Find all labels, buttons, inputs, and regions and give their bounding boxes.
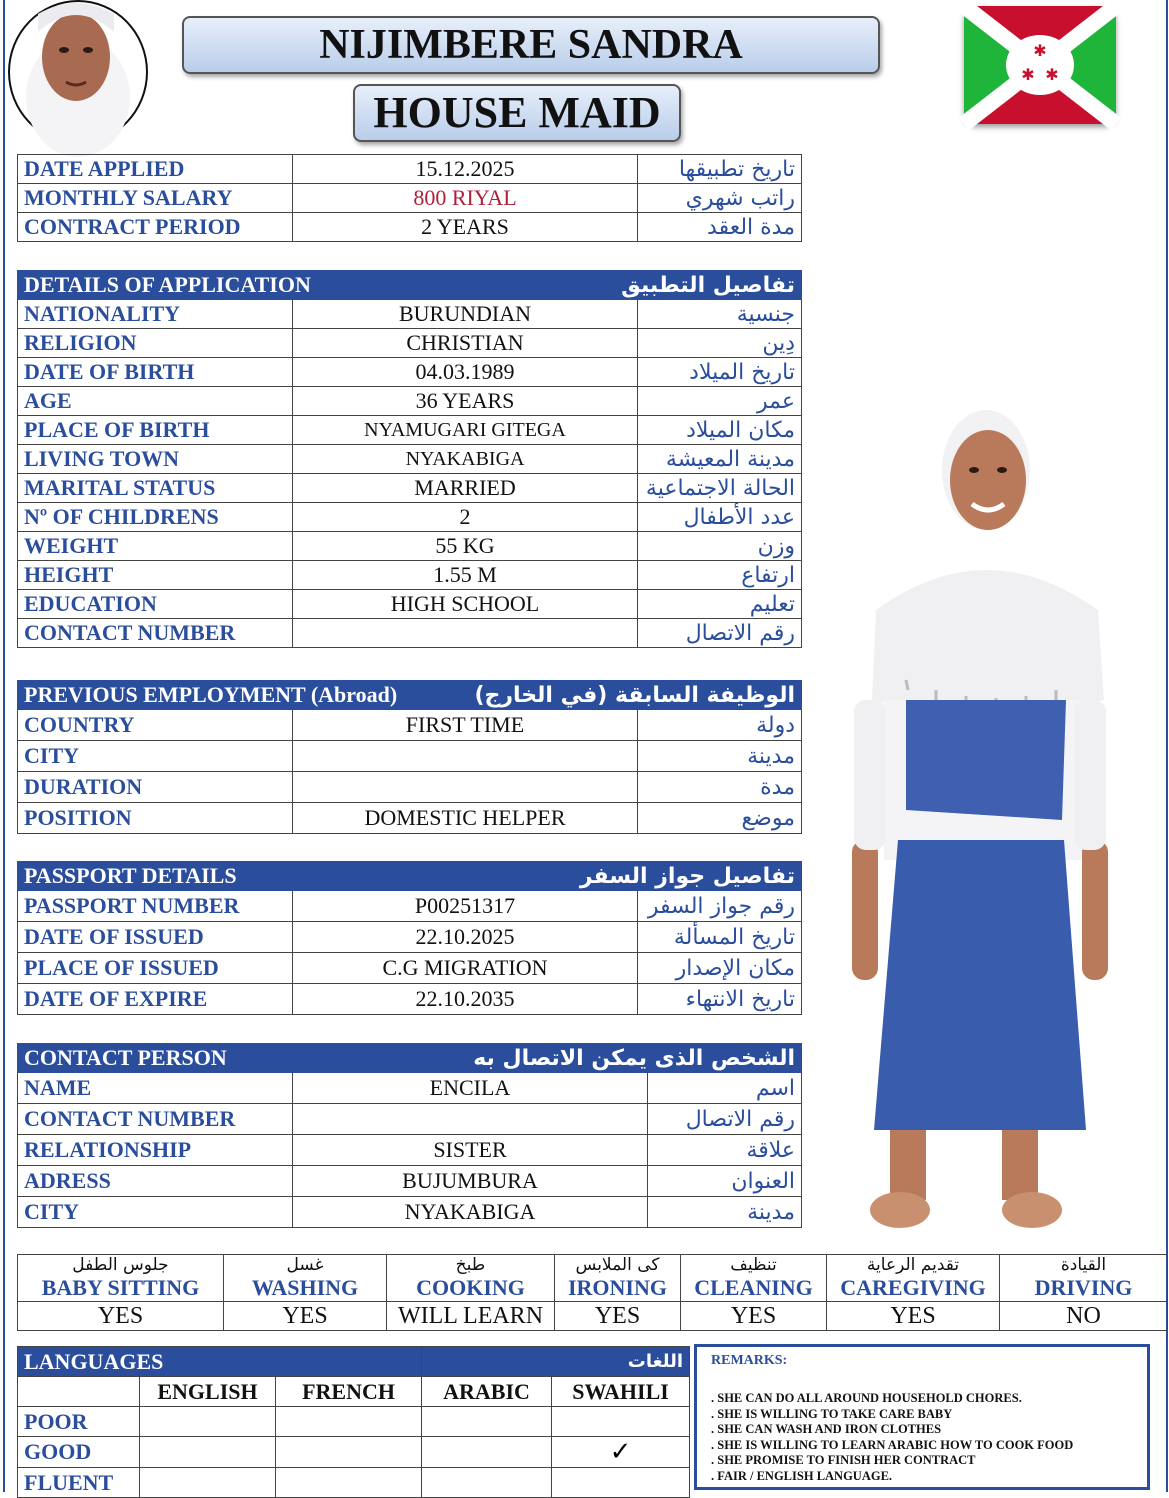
field-value: 22.10.2025 <box>293 922 638 953</box>
remark-item: . FAIR / ENGLISH LANGUAGE. <box>711 1468 893 1483</box>
field-label-ar: وزن <box>638 532 802 561</box>
field-label-ar: مدينة <box>638 741 802 772</box>
skill-label-ar: طبخ <box>455 1255 486 1275</box>
field-label: DATE OF BIRTH <box>18 358 293 387</box>
date-applied-value: 15.12.2025 <box>293 155 638 184</box>
full-body-photo <box>836 400 1122 1250</box>
field-label: COUNTRY <box>18 710 293 741</box>
skill-label: WASHING <box>251 1275 359 1300</box>
table-row <box>18 358 802 387</box>
skill-header <box>827 1255 1000 1302</box>
field-label-ar: رقم جواز السفر <box>638 891 802 922</box>
language-cell <box>140 1437 276 1468</box>
section-header <box>18 1347 690 1377</box>
table-row <box>18 710 802 741</box>
field-value: C.G MIGRATION <box>293 953 638 984</box>
field-value <box>293 619 638 648</box>
field-label-ar: عمر <box>638 387 802 416</box>
salary-value: 800 RIYAL <box>293 184 638 213</box>
previous-employment-table <box>17 680 802 834</box>
table-row <box>18 561 802 590</box>
field-label: CONTACT NUMBER <box>18 1104 293 1135</box>
table-row <box>18 590 802 619</box>
section-header <box>18 1044 802 1073</box>
avatar <box>8 0 148 144</box>
skill-label: IRONING <box>567 1275 667 1300</box>
skill-label-ar: غسل <box>286 1255 324 1275</box>
language-level: GOOD <box>18 1437 140 1468</box>
portrait-image <box>10 2 146 142</box>
field-label: CONTACT NUMBER <box>18 619 293 648</box>
checkmark-icon: ✓ <box>552 1437 690 1468</box>
field-value: BURUNDIAN <box>293 300 638 329</box>
field-label-ar: مدينة <box>648 1197 802 1228</box>
skill-header <box>1000 1255 1168 1302</box>
field-value: DOMESTIC HELPER <box>293 803 638 834</box>
field-label-ar: مكان الإصدار <box>638 953 802 984</box>
field-value <box>293 772 638 803</box>
field-label-ar: مكان الميلاد <box>638 416 802 445</box>
field-label: NAME <box>18 1073 293 1104</box>
language-level: POOR <box>18 1407 140 1437</box>
table-row <box>18 741 802 772</box>
remark-item: . SHE PROMISE TO FINISH HER CONTRACT <box>711 1453 976 1467</box>
field-value: NYAKABIGA <box>293 1197 648 1228</box>
section-title-ar: اللغات <box>422 1347 690 1377</box>
table-row <box>18 329 802 358</box>
field-value: 36 YEARS <box>293 387 638 416</box>
table-row <box>18 532 802 561</box>
candidate-name: NIJIMBERE SANDRA <box>182 16 880 74</box>
field-value: 55 KG <box>293 532 638 561</box>
section-title-ar: الوظيفة السابقة (في الخارج) <box>638 681 802 710</box>
table-row <box>18 953 802 984</box>
section-title: LANGUAGES <box>18 1347 422 1377</box>
field-label: MARITAL STATUS <box>18 474 293 503</box>
field-value: ENCILA <box>293 1073 648 1104</box>
svg-text:✱: ✱ <box>1045 65 1059 84</box>
language-cell <box>422 1437 552 1468</box>
remarks-box <box>694 1344 1150 1490</box>
field-label-ar: عدد الأطفال <box>638 503 802 532</box>
table-row <box>18 803 802 834</box>
language-column: FRENCH <box>276 1377 422 1407</box>
skill-label-ar: تقديم الرعاية <box>866 1255 960 1275</box>
field-value: P00251317 <box>293 891 638 922</box>
field-label: PLACE OF ISSUED <box>18 953 293 984</box>
section-title: CONTACT PERSON <box>18 1044 293 1073</box>
skill-header <box>555 1255 681 1302</box>
field-label: HEIGHT <box>18 561 293 590</box>
remark-item: . SHE CAN WASH AND IRON CLOTHES <box>711 1422 942 1436</box>
skill-label: BABY SITTING <box>41 1275 200 1300</box>
language-columns-row <box>18 1377 690 1407</box>
skills-answer-row <box>18 1302 1168 1331</box>
field-value: NYAKABIGA <box>293 445 638 474</box>
empty-cell <box>18 1377 140 1407</box>
field-label-ar: تاريخ المسألة <box>638 922 802 953</box>
skill-label: DRIVING <box>1034 1275 1133 1300</box>
field-label: LIVING TOWN <box>18 445 293 474</box>
table-row <box>18 1468 690 1498</box>
burundi-flag-icon <box>964 6 1116 124</box>
field-label: EDUCATION <box>18 590 293 619</box>
remark-item: . SHE CAN DO ALL AROUND HOUSEHOLD CHORES. <box>711 1391 1022 1405</box>
field-value: BUJUMBURA <box>293 1166 648 1197</box>
table-row <box>18 1135 802 1166</box>
field-label: WEIGHT <box>18 532 293 561</box>
skill-answer: YES <box>681 1302 827 1331</box>
skills-header-row <box>18 1255 1168 1302</box>
table-row <box>18 922 802 953</box>
field-value: NYAMUGARI GITEGA <box>293 416 638 445</box>
table-row <box>18 503 802 532</box>
field-value <box>293 741 638 772</box>
summary-row <box>18 184 802 213</box>
skill-label: CLEANING <box>694 1275 813 1300</box>
field-label: DATE OF EXPIRE <box>18 984 293 1015</box>
remarks-list <box>711 1391 1133 1484</box>
field-label: PASSPORT NUMBER <box>18 891 293 922</box>
language-cell <box>276 1468 422 1498</box>
passport-details-table <box>17 861 802 1015</box>
language-cell <box>140 1468 276 1498</box>
field-value: FIRST TIME <box>293 710 638 741</box>
field-label: CITY <box>18 1197 293 1228</box>
contract-period-label: CONTRACT PERIOD <box>18 213 293 242</box>
salary-ar: راتب شهري <box>638 184 802 213</box>
language-cell <box>552 1407 690 1437</box>
date-applied-label: DATE APPLIED <box>18 155 293 184</box>
table-row <box>18 619 802 648</box>
field-value <box>293 1104 648 1135</box>
skill-label: CAREGIVING <box>840 1275 986 1300</box>
field-label: DURATION <box>18 772 293 803</box>
field-label-ar: علاقة <box>648 1135 802 1166</box>
table-row <box>18 1073 802 1104</box>
skill-answer: YES <box>827 1302 1000 1331</box>
field-value: SISTER <box>293 1135 648 1166</box>
skill-header <box>387 1255 555 1302</box>
section-title: PASSPORT DETAILS <box>18 862 293 891</box>
field-label-ar: اسم <box>648 1073 802 1104</box>
section-header <box>18 681 802 710</box>
field-value: 04.03.1989 <box>293 358 638 387</box>
field-label: AGE <box>18 387 293 416</box>
application-details-table <box>17 270 802 648</box>
field-label-ar: ارتفاع <box>638 561 802 590</box>
summary-row <box>18 213 802 242</box>
field-label-ar: تاريخ الميلاد <box>638 358 802 387</box>
skill-label-ar: كى الملابس <box>575 1255 660 1275</box>
svg-text:✱: ✱ <box>1033 41 1047 60</box>
salary-label: MONTHLY SALARY <box>18 184 293 213</box>
table-row <box>18 416 802 445</box>
skill-header <box>224 1255 387 1302</box>
skill-label-ar: القيادة <box>1060 1255 1107 1275</box>
table-row <box>18 772 802 803</box>
language-level: FLUENT <box>18 1468 140 1498</box>
field-label: RELIGION <box>18 329 293 358</box>
language-cell <box>276 1407 422 1437</box>
skill-label-ar: تنظيف <box>730 1255 777 1275</box>
field-label-ar: رقم الاتصال <box>648 1104 802 1135</box>
languages-table <box>17 1346 690 1498</box>
table-row <box>18 891 802 922</box>
field-label: DATE OF ISSUED <box>18 922 293 953</box>
skill-answer: YES <box>18 1302 224 1331</box>
field-label-ar: مدينة المعيشة <box>638 445 802 474</box>
table-row <box>18 1437 690 1468</box>
field-value: CHRISTIAN <box>293 329 638 358</box>
language-column: SWAHILI <box>552 1377 690 1407</box>
skill-answer: NO <box>1000 1302 1168 1331</box>
svg-text:✱: ✱ <box>1021 65 1035 84</box>
field-value: MARRIED <box>293 474 638 503</box>
table-row <box>18 1104 802 1135</box>
language-cell <box>422 1468 552 1498</box>
table-row <box>18 445 802 474</box>
field-label-ar: العنوان <box>648 1166 802 1197</box>
field-label-ar: رقم الاتصال <box>638 619 802 648</box>
skill-answer: WILL LEARN <box>387 1302 555 1331</box>
field-label: ADRESS <box>18 1166 293 1197</box>
contract-period-ar: مدة العقد <box>638 213 802 242</box>
table-row <box>18 1166 802 1197</box>
table-row <box>18 387 802 416</box>
field-value: HIGH SCHOOL <box>293 590 638 619</box>
language-cell <box>276 1437 422 1468</box>
skills-table <box>17 1254 1168 1331</box>
section-header <box>18 271 802 300</box>
language-column: ENGLISH <box>140 1377 276 1407</box>
table-row <box>18 474 802 503</box>
field-label-ar: دولة <box>638 710 802 741</box>
skill-header <box>681 1255 827 1302</box>
skill-answer: YES <box>555 1302 681 1331</box>
field-value: 2 <box>293 503 638 532</box>
section-header <box>18 862 802 891</box>
section-title-ar: تفاصيل جواز السفر <box>293 862 802 891</box>
field-value: 22.10.2035 <box>293 984 638 1015</box>
contact-person-table <box>17 1043 802 1228</box>
skill-label: COOKING <box>416 1275 525 1300</box>
table-row <box>18 1197 802 1228</box>
field-label-ar: تاريخ الانتهاء <box>638 984 802 1015</box>
skill-answer: YES <box>224 1302 387 1331</box>
section-title-ar: تفاصيل التطبيق <box>638 271 802 300</box>
remark-item: . SHE IS WILLING TO LEARN ARABIC HOW TO COOK FOOD <box>711 1437 1074 1452</box>
job-position: HOUSE MAID <box>353 84 681 142</box>
field-value: 1.55 M <box>293 561 638 590</box>
field-label-ar: جنسية <box>638 300 802 329</box>
field-label: Nº OF CHILDRENS <box>18 503 293 532</box>
section-title-ar: الشخص الذى يمكن الاتصال به <box>293 1044 802 1073</box>
remarks-title: REMARKS: <box>711 1353 788 1368</box>
remark-item: . SHE IS WILLING TO TAKE CARE BABY <box>711 1406 953 1421</box>
section-title: PREVIOUS EMPLOYMENT (Abroad) <box>18 681 638 710</box>
summary-table <box>17 154 802 242</box>
field-label: POSITION <box>18 803 293 834</box>
skill-label-ar: جلوس الطفل <box>72 1255 169 1275</box>
field-label: CITY <box>18 741 293 772</box>
language-cell <box>422 1407 552 1437</box>
field-label-ar: موضع <box>638 803 802 834</box>
language-column: ARABIC <box>422 1377 552 1407</box>
field-label: RELATIONSHIP <box>18 1135 293 1166</box>
field-label: NATIONALITY <box>18 300 293 329</box>
field-label-ar: تعليم <box>638 590 802 619</box>
field-label-ar: الحالة الاجتماعية <box>638 474 802 503</box>
date-applied-ar: تاريخ تطبيقها <box>638 155 802 184</box>
field-label-ar: دِين <box>638 329 802 358</box>
table-row <box>18 300 802 329</box>
summary-row <box>18 155 802 184</box>
section-title: DETAILS OF APPLICATION <box>18 271 638 300</box>
language-cell <box>552 1468 690 1498</box>
skill-header <box>18 1255 224 1302</box>
field-label-ar: مدة <box>638 772 802 803</box>
contract-period-value: 2 YEARS <box>293 213 638 242</box>
language-cell <box>140 1407 276 1437</box>
table-row <box>18 984 802 1015</box>
field-label: PLACE OF BIRTH <box>18 416 293 445</box>
table-row <box>18 1407 690 1437</box>
